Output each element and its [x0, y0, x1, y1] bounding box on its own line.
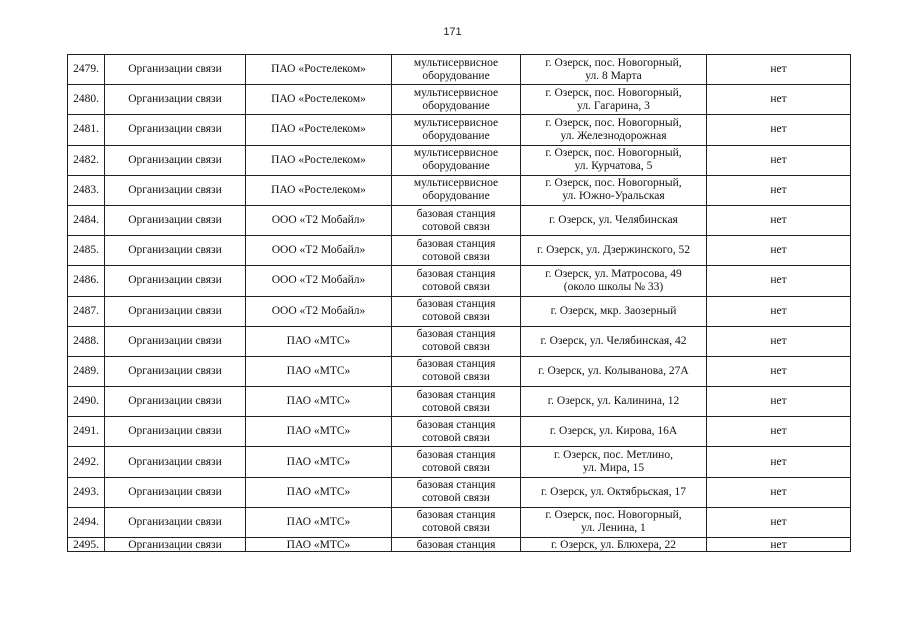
owner-cell: ПАО «МТС» — [246, 538, 392, 552]
address-cell — [521, 356, 707, 386]
category-cell: Организации связи — [105, 85, 246, 115]
object-cell — [392, 447, 521, 477]
object-cell-line: сотовой связи — [422, 220, 490, 233]
table-row — [68, 417, 851, 447]
object-cell — [392, 507, 521, 537]
address-cell-line: ул. Южно-Уральская — [562, 190, 665, 203]
object-cell-line: базовая станция — [416, 418, 496, 431]
address-cell — [521, 85, 707, 115]
row-number-cell: 2485. — [68, 236, 105, 266]
owner-cell: ПАО «Ростелеком» — [246, 115, 392, 145]
table-row — [68, 175, 851, 205]
object-cell-line: базовая станция — [416, 207, 496, 220]
object-cell-line: базовая станция — [416, 479, 496, 492]
object-cell-line: мультисервисное — [413, 147, 499, 160]
address-cell-line: г. Озерск, пос. Новогорный, — [545, 116, 682, 129]
object-cell-line: мультисервисное — [413, 116, 499, 129]
object-cell-line: базовая станция — [416, 538, 496, 551]
owner-cell: ПАО «МТС» — [246, 326, 392, 356]
address-cell — [521, 538, 707, 552]
owner-cell: ПАО «МТС» — [246, 507, 392, 537]
status-cell: нет — [707, 447, 851, 477]
status-cell: нет — [707, 175, 851, 205]
object-cell — [392, 538, 521, 552]
object-cell — [392, 115, 521, 145]
status-cell: нет — [707, 55, 851, 85]
row-number-cell: 2493. — [68, 477, 105, 507]
address-cell — [521, 296, 707, 326]
table-row — [68, 85, 851, 115]
category-cell: Организации связи — [105, 447, 246, 477]
status-cell: нет — [707, 85, 851, 115]
owner-cell: ПАО «МТС» — [246, 417, 392, 447]
category-cell: Организации связи — [105, 205, 246, 235]
category-cell: Организации связи — [105, 115, 246, 145]
object-cell-line: базовая станция — [416, 358, 496, 371]
table-row — [68, 447, 851, 477]
status-cell: нет — [707, 356, 851, 386]
object-cell-line: сотовой связи — [422, 522, 490, 535]
object-cell — [392, 236, 521, 266]
address-cell — [521, 507, 707, 537]
owner-cell: ПАО «МТС» — [246, 356, 392, 386]
object-cell-line: базовая станция — [416, 449, 496, 462]
owner-cell: ПАО «МТС» — [246, 387, 392, 417]
owner-cell: ООО «Т2 Мобайл» — [246, 266, 392, 296]
object-cell-line: сотовой связи — [422, 371, 490, 384]
row-number-cell: 2487. — [68, 296, 105, 326]
address-cell-line: г. Озерск, пос. Метлино, — [554, 449, 673, 462]
category-cell: Организации связи — [105, 538, 246, 552]
owner-cell: ПАО «МТС» — [246, 447, 392, 477]
address-cell-line: г. Озерск, мкр. Заозерный — [550, 304, 677, 317]
status-cell: нет — [707, 326, 851, 356]
table-row — [68, 387, 851, 417]
object-cell-line: базовая станция — [416, 237, 496, 250]
table-row — [68, 145, 851, 175]
object-cell-line: оборудование — [422, 190, 490, 203]
owner-cell: ПАО «Ростелеком» — [246, 55, 392, 85]
address-cell — [521, 477, 707, 507]
address-cell-line: г. Озерск, пос. Новогорный, — [545, 177, 682, 190]
table-row — [68, 296, 851, 326]
address-cell — [521, 266, 707, 296]
table-row — [68, 538, 851, 552]
category-cell: Организации связи — [105, 145, 246, 175]
object-cell-line: базовая станция — [416, 388, 496, 401]
address-cell-line: г. Озерск, ул. Челябинская, 42 — [540, 334, 687, 347]
address-cell-line: ул. Курчатова, 5 — [574, 160, 653, 173]
row-number-cell: 2479. — [68, 55, 105, 85]
object-cell — [392, 205, 521, 235]
category-cell: Организации связи — [105, 417, 246, 447]
registry-table — [67, 54, 851, 552]
status-cell: нет — [707, 477, 851, 507]
object-cell — [392, 477, 521, 507]
object-cell — [392, 55, 521, 85]
object-cell — [392, 356, 521, 386]
table-row — [68, 266, 851, 296]
address-cell-line: ул. 8 Марта — [585, 69, 642, 82]
object-cell-line: оборудование — [422, 99, 490, 112]
category-cell: Организации связи — [105, 326, 246, 356]
object-cell-line: оборудование — [422, 69, 490, 82]
object-cell-line: сотовой связи — [422, 280, 490, 293]
address-cell-line: ул. Ленина, 1 — [581, 522, 646, 535]
table-row — [68, 477, 851, 507]
object-cell — [392, 175, 521, 205]
address-cell — [521, 205, 707, 235]
address-cell — [521, 236, 707, 266]
owner-cell: ПАО «МТС» — [246, 477, 392, 507]
status-cell: нет — [707, 236, 851, 266]
status-cell: нет — [707, 145, 851, 175]
object-cell — [392, 296, 521, 326]
object-cell-line: оборудование — [422, 160, 490, 173]
row-number-cell: 2492. — [68, 447, 105, 477]
address-cell-line: ул. Гагарина, 3 — [577, 99, 650, 112]
row-number-cell: 2486. — [68, 266, 105, 296]
object-cell-line: мультисервисное — [413, 177, 499, 190]
owner-cell: ООО «Т2 Мобайл» — [246, 205, 392, 235]
table-row — [68, 205, 851, 235]
address-cell-line: г. Озерск, ул. Дзержинского, 52 — [536, 244, 691, 257]
object-cell-line: сотовой связи — [422, 492, 490, 505]
address-cell — [521, 145, 707, 175]
row-number-cell: 2495. — [68, 538, 105, 552]
category-cell: Организации связи — [105, 266, 246, 296]
row-number-cell: 2481. — [68, 115, 105, 145]
category-cell: Организации связи — [105, 356, 246, 386]
status-cell: нет — [707, 538, 851, 552]
object-cell-line: мультисервисное — [413, 86, 499, 99]
object-cell-line: сотовой связи — [422, 401, 490, 414]
object-cell-line: сотовой связи — [422, 250, 490, 263]
address-cell-line: г. Озерск, пос. Новогорный, — [545, 86, 682, 99]
address-cell-line: г. Озерск, ул. Калинина, 12 — [547, 395, 680, 408]
address-cell-line: г. Озерск, пос. Новогорный, — [545, 147, 682, 160]
address-cell-line: г. Озерск, пос. Новогорный, — [545, 56, 682, 69]
status-cell: нет — [707, 507, 851, 537]
status-cell: нет — [707, 115, 851, 145]
status-cell: нет — [707, 387, 851, 417]
table-row — [68, 236, 851, 266]
category-cell: Организации связи — [105, 387, 246, 417]
owner-cell: ООО «Т2 Мобайл» — [246, 296, 392, 326]
status-cell: нет — [707, 296, 851, 326]
address-cell — [521, 387, 707, 417]
object-cell-line: оборудование — [422, 129, 490, 142]
address-cell — [521, 447, 707, 477]
address-cell-line: ул. Железнодорожная — [560, 129, 667, 142]
category-cell: Организации связи — [105, 477, 246, 507]
row-number-cell: 2483. — [68, 175, 105, 205]
table-row — [68, 55, 851, 85]
object-cell-line: базовая станция — [416, 298, 496, 311]
category-cell: Организации связи — [105, 236, 246, 266]
object-cell — [392, 85, 521, 115]
status-cell: нет — [707, 266, 851, 296]
address-cell-line: г. Озерск, ул. Октябрьская, 17 — [541, 485, 686, 498]
row-number-cell: 2494. — [68, 507, 105, 537]
table-row — [68, 507, 851, 537]
address-cell — [521, 326, 707, 356]
address-cell-line: г. Озерск, ул. Кирова, 16А — [549, 425, 678, 438]
object-cell — [392, 145, 521, 175]
address-cell — [521, 175, 707, 205]
owner-cell: ООО «Т2 Мобайл» — [246, 236, 392, 266]
object-cell-line: базовая станция — [416, 328, 496, 341]
object-cell-line: мультисервисное — [413, 56, 499, 69]
object-cell-line: сотовой связи — [422, 462, 490, 475]
address-cell-line: ул. Мира, 15 — [582, 462, 645, 475]
table-row — [68, 356, 851, 386]
category-cell: Организации связи — [105, 296, 246, 326]
row-number-cell: 2480. — [68, 85, 105, 115]
address-cell-line: г. Озерск, пос. Новогорный, — [545, 509, 682, 522]
address-cell-line: (около школы № 33) — [563, 280, 664, 293]
object-cell — [392, 417, 521, 447]
address-cell-line: г. Озерск, ул. Челябинская — [549, 214, 678, 227]
table-row — [68, 115, 851, 145]
object-cell — [392, 266, 521, 296]
address-cell — [521, 115, 707, 145]
object-cell-line: сотовой связи — [422, 311, 490, 324]
row-number-cell: 2488. — [68, 326, 105, 356]
status-cell: нет — [707, 417, 851, 447]
object-cell-line: сотовой связи — [422, 341, 490, 354]
owner-cell: ПАО «Ростелеком» — [246, 145, 392, 175]
row-number-cell: 2489. — [68, 356, 105, 386]
object-cell — [392, 387, 521, 417]
category-cell: Организации связи — [105, 55, 246, 85]
address-cell-line: г. Озерск, ул. Колыванова, 27А — [538, 364, 689, 377]
object-cell-line: базовая станция — [416, 509, 496, 522]
object-cell — [392, 326, 521, 356]
row-number-cell: 2490. — [68, 387, 105, 417]
object-cell-line: базовая станция — [416, 267, 496, 280]
address-cell-line: г. Озерск, ул. Блюхера, 22 — [550, 538, 677, 551]
row-number-cell: 2482. — [68, 145, 105, 175]
address-cell — [521, 417, 707, 447]
status-cell: нет — [707, 205, 851, 235]
page-number: 171 — [443, 26, 462, 38]
address-cell-line: г. Озерск, ул. Матросова, 49 — [545, 267, 682, 280]
category-cell: Организации связи — [105, 175, 246, 205]
category-cell: Организации связи — [105, 507, 246, 537]
object-cell-line: сотовой связи — [422, 431, 490, 444]
address-cell — [521, 55, 707, 85]
table-row — [68, 326, 851, 356]
row-number-cell: 2491. — [68, 417, 105, 447]
row-number-cell: 2484. — [68, 205, 105, 235]
owner-cell: ПАО «Ростелеком» — [246, 175, 392, 205]
owner-cell: ПАО «Ростелеком» — [246, 85, 392, 115]
registry-table-body — [68, 55, 851, 552]
